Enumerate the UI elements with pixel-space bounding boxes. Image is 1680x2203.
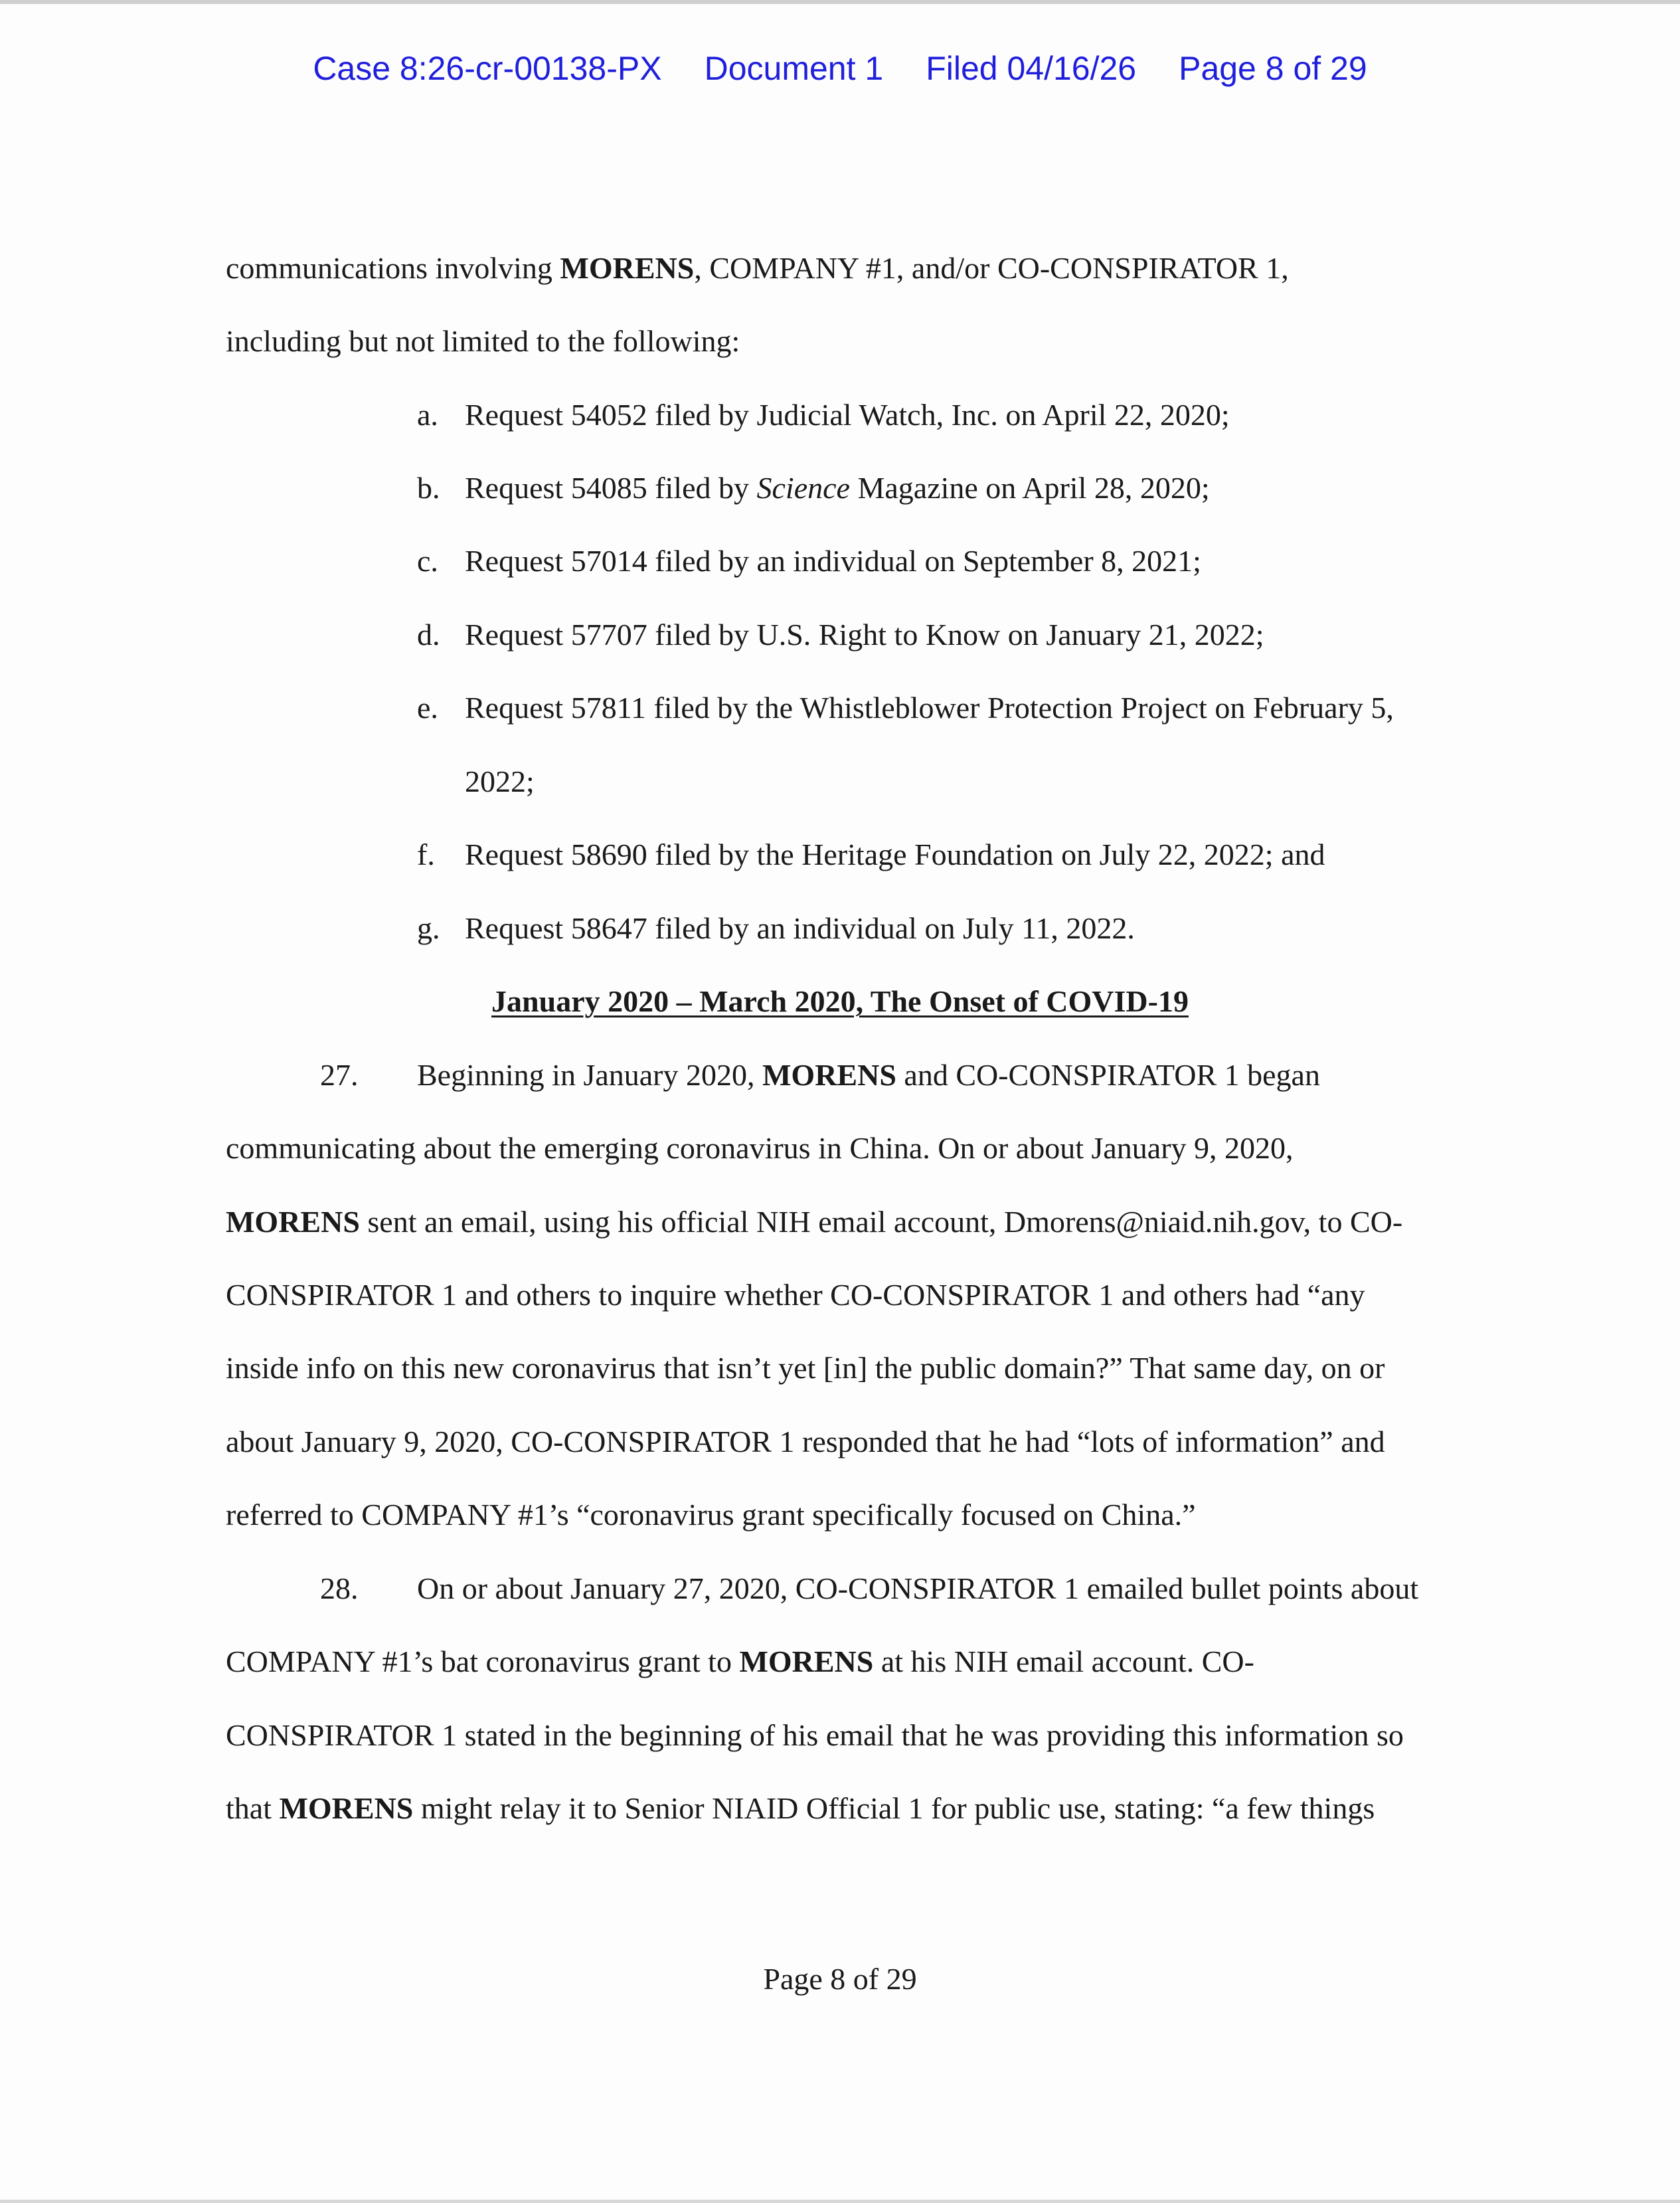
list-item: Request 54085 filed by Science Magazine on April 28, 2020;	[465, 471, 1210, 505]
filed-date: Filed 04/16/26	[926, 50, 1137, 87]
case-number: Case 8:26-cr-00138-PX	[313, 50, 662, 87]
footer-page-number: Page 8 of 29	[763, 1962, 917, 1996]
list-item-letter: f.	[417, 837, 435, 871]
paragraph-27-line-3: MORENS sent an email, using his official NIH email account, Dmorens@niaid.nih.gov, to CO-	[226, 1205, 1403, 1239]
defendant-name: MORENS	[560, 251, 695, 285]
continuation-line-2: including but not limited to the following:	[226, 324, 740, 358]
list-item-letter: c.	[417, 544, 438, 578]
paragraph-27-line-2: communicating about the emerging coronavirus in China. On or about January 9, 2020,	[226, 1131, 1294, 1165]
continuation-line-1: communications involving MORENS, COMPANY #1, and/or CO-CONSPIRATOR 1,	[226, 251, 1289, 285]
paragraph-28-line-1: On or about January 27, 2020, CO-CONSPIRATOR 1 emailed bullet points about	[417, 1571, 1419, 1605]
paragraph-27-line-6: about January 9, 2020, CO-CONSPIRATOR 1 responded that he had “lots of information” and	[226, 1425, 1385, 1458]
paragraph-27-line-4: CONSPIRATOR 1 and others to inquire whether CO-CONSPIRATOR 1 and others had “any	[226, 1278, 1365, 1312]
list-item-letter: g.	[417, 911, 440, 945]
filing-header-stamp	[0, 49, 1680, 88]
document-number: Document 1	[704, 50, 884, 87]
list-item-letter: b.	[417, 471, 440, 505]
list-item: Request 58690 filed by the Heritage Foundation on July 22, 2022; and	[465, 837, 1325, 871]
page-bottom-edge	[0, 2200, 1680, 2203]
defendant-name: MORENS	[739, 1644, 874, 1678]
stamp-page-number: Page 8 of 29	[1179, 50, 1367, 87]
paragraph-27-line-5: inside info on this new coronavirus that isn’t yet [in] the public domain?” That same day, on or	[226, 1351, 1385, 1385]
paragraph-28-line-4: that MORENS might relay it to Senior NIAID Official 1 for public use, stating: “a few things	[226, 1791, 1375, 1825]
defendant-name: MORENS	[226, 1205, 360, 1239]
list-item: Request 58647 filed by an individual on July 11, 2022.	[465, 911, 1135, 945]
list-item: Request 57707 filed by U.S. Right to Know on January 21, 2022;	[465, 618, 1264, 652]
defendant-name: MORENS	[279, 1791, 414, 1825]
list-item-letter: a.	[417, 398, 438, 432]
list-item: Request 54052 filed by Judicial Watch, Inc. on April 22, 2020;	[465, 398, 1230, 432]
list-item-letter: d.	[417, 618, 440, 652]
list-item-letter: e.	[417, 691, 438, 725]
list-item-continuation: 2022;	[465, 764, 535, 798]
paragraph-28-line-3: CONSPIRATOR 1 stated in the beginning of his email that he was providing this information so	[226, 1718, 1404, 1752]
paragraph-number: 28.	[320, 1571, 359, 1605]
publication-name: Science	[756, 471, 850, 505]
page-top-edge	[0, 0, 1680, 4]
paragraph-27-line-7: referred to COMPANY #1’s “coronavirus grant specifically focused on China.”	[226, 1498, 1196, 1532]
paragraph-number: 27.	[320, 1058, 359, 1092]
defendant-name: MORENS	[762, 1058, 896, 1092]
list-item: Request 57811 filed by the Whistleblower Protection Project on February 5,	[465, 691, 1394, 725]
section-heading: January 2020 – March 2020, The Onset of COVID-19	[491, 984, 1189, 1018]
paragraph-27-line-1: Beginning in January 2020, MORENS and CO-CONSPIRATOR 1 began	[417, 1058, 1320, 1092]
paragraph-28-line-2: COMPANY #1’s bat coronavirus grant to MORENS at his NIH email account. CO-	[226, 1644, 1254, 1678]
list-item: Request 57014 filed by an individual on September 8, 2021;	[465, 544, 1201, 578]
